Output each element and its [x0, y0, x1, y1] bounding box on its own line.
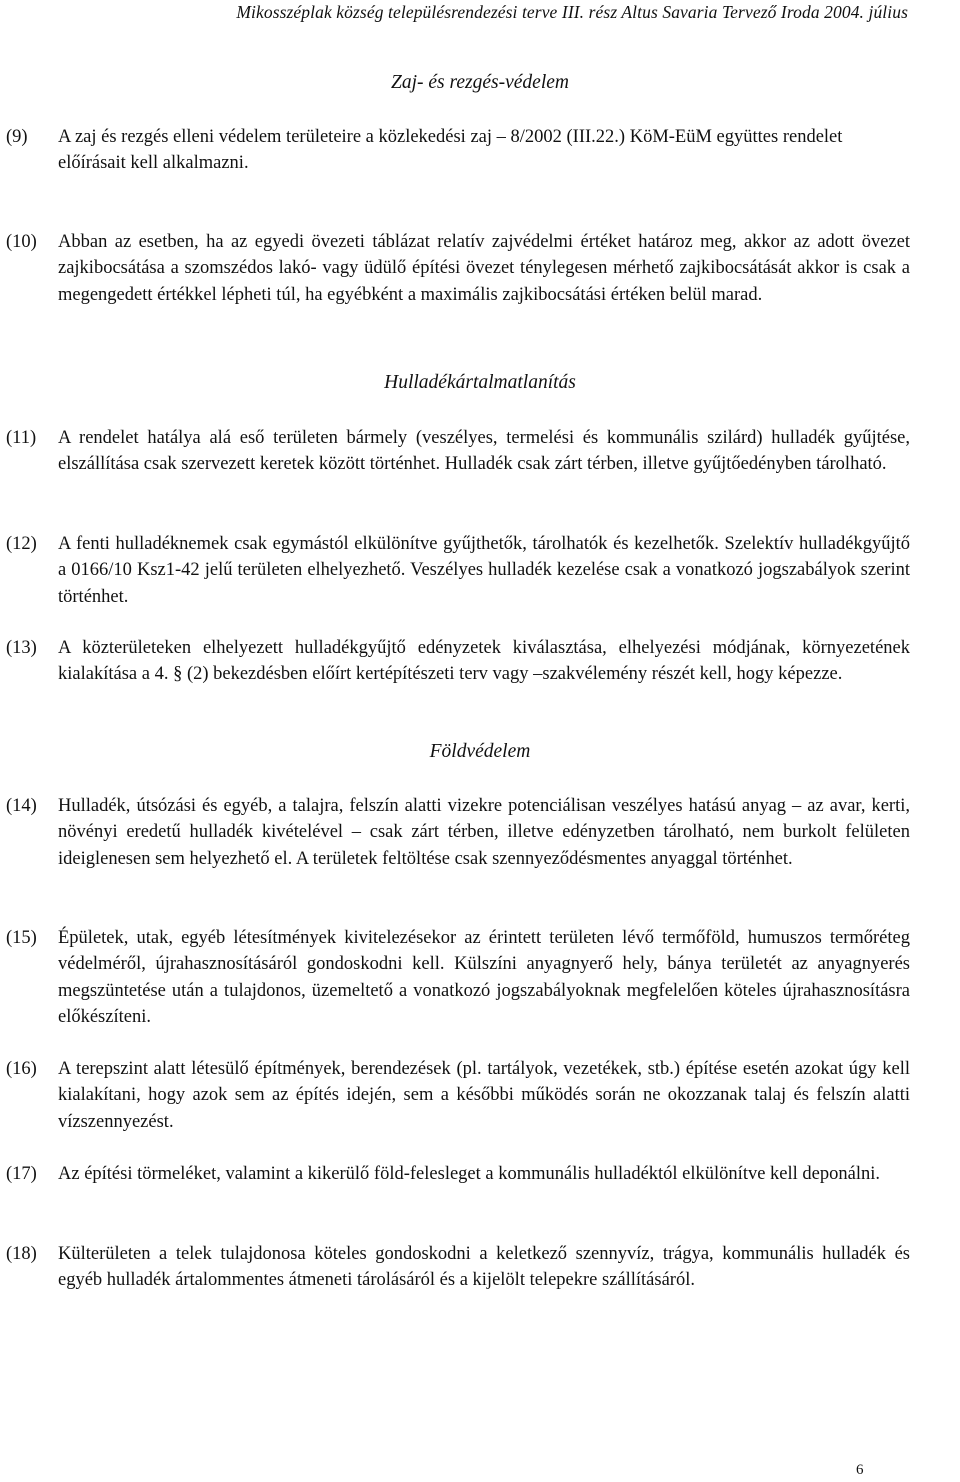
page-number: 6 [856, 1462, 864, 1478]
paragraph-text: Hulladék, útsózási és egyéb, a talajra, felszín alatti vizekre potenciálisan veszélyes hatású anyag – az avar, kerti, növényi eredetű hulladék kivételével – csak zárt térben, illetve edényzetben tárolható, nem burkolt felületen ideiglenesen sem helyezhető el. A területek feltöltése csak szennyeződésmentes anyaggal történhet. [58, 796, 910, 869]
paragraph-13 [6, 635, 910, 688]
paragraph-number: (14) [6, 796, 37, 816]
paragraph-text: A terepszint alatt létesülő építmények, berendezések (pl. tartályok, vezetékek, stb.) építése esetén azokat úgy kell kialakítani, hogy azok sem az építés idején, sem a későbbi működés során ne okozzanak talaj és felszín alatti vízszennyezést. [58, 1059, 910, 1132]
paragraph-16 [6, 1056, 910, 1135]
paragraph-text: A fenti hulladéknemek csak egymástól elkülönítve gyűjthetők, tárolhatók és kezelhetők. Szelektív hulladékgyűjtő a 0166/10 Ksz1-42 jelű területen elhelyezhető. Veszélyes hulladék kezelése csak a vonatkozó jogszabályok szerint történhet. [58, 534, 910, 607]
paragraph-number: (13) [6, 638, 37, 658]
paragraph-number: (10) [6, 232, 37, 252]
paragraph-18 [6, 1241, 910, 1294]
paragraph-10 [6, 229, 910, 308]
section-heading-noise: Zaj- és rezgés-védelem [391, 72, 569, 93]
paragraph-12 [6, 531, 910, 610]
paragraph-text: A zaj és rezgés elleni védelem területeire a közlekedési zaj – 8/2002 (III.22.) KöM-EüM együttes rendelet előírásait kell alkalmazni. [58, 127, 843, 174]
paragraph-number: (9) [6, 127, 28, 147]
paragraph-number: (18) [6, 1244, 37, 1264]
paragraph-number: (12) [6, 534, 37, 554]
paragraph-number: (11) [6, 428, 37, 448]
paragraph-number: (16) [6, 1059, 37, 1079]
section-heading-waste: Hulladékártalmatlanítás [384, 372, 576, 393]
paragraph-text: A közterületeken elhelyezett hulladékgyűjtő edényzetek kiválasztása, elhelyezési módjának, környezetének kialakítása a 4. § (2) bekezdésben előírt kertépítészeti terv vagy –szakvélemény részét kell, hogy képezze. [58, 638, 910, 685]
paragraph-11 [6, 425, 910, 478]
paragraph-text: Külterületen a telek tulajdonosa köteles gondoskodni a keletkező szennyvíz, trágya, kommunális hulladék és egyéb hulladék ártalommentes átmeneti tárolásáról és a kijelölt telepekre szállításáról. [58, 1244, 910, 1291]
paragraph-9 [6, 124, 910, 177]
paragraph-14 [6, 793, 910, 872]
paragraph-number: (15) [6, 928, 37, 948]
paragraph-text: Abban az esetben, ha az egyedi övezeti táblázat relatív zajvédelmi értéket határoz meg, akkor az adott övezet zajkibocsátása a szomszédos lakó- vagy üdülő építési övezet ténylegesen mérhető zajkibocsátását akkor is csak a megengedett értékkel lépheti túl, ha egyébként a maximális zajkibocsátási értéken belül marad. [58, 232, 910, 305]
paragraph-text: Az építési törmeléket, valamint a kikerülő föld-felesleget a kommunális hulladéktól elkülönítve kell deponálni. [58, 1164, 880, 1184]
paragraph-17 [6, 1161, 910, 1187]
paragraph-text: Épületek, utak, egyéb létesítmények kivitelezésekor az érintett területen lévő termőföld, humuszos termőréteg védelméről, újrahasznosításáról gondoskodni kell. Külszíni anyagnyerő hely, bánya területét az anyagnyerés megszüntetése után a tulajdonos, üzemeltető a vonatkozó jogszabályoknak megfelelően köteles újrahasznosításra előkészíteni. [58, 928, 910, 1027]
paragraph-number: (17) [6, 1164, 37, 1184]
paragraph-text: A rendelet hatálya alá eső területen bármely (veszélyes, termelési és kommunális szilárd) hulladék gyűjtése, elszállítása csak szervezett keretek között történhet. Hulladék csak zárt térben, illetve gyűjtőedényben tárolható. [58, 428, 910, 475]
running-header: Mikosszéplak község településrendezési terve III. rész Altus Savaria Tervező Iroda 2004. július [236, 2, 908, 22]
paragraph-15 [6, 925, 910, 1030]
section-heading-soil: Földvédelem [429, 741, 531, 762]
